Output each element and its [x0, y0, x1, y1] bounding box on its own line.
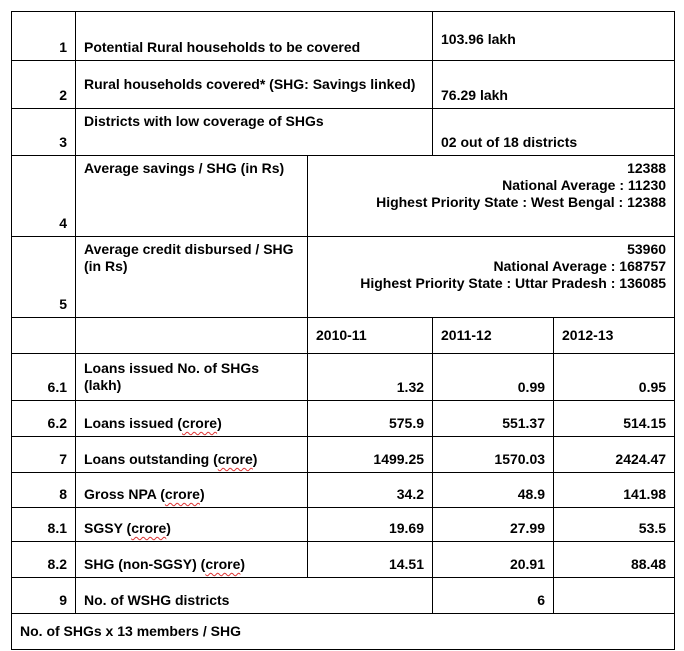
table-row [12, 401, 675, 437]
row-number: 3 [12, 109, 76, 156]
row-label: Gross NPA (crore) [76, 473, 308, 508]
value-2012-13: 514.15 [554, 401, 675, 437]
highest-priority-state: Highest Priority State : Uttar Pradesh : 136085 [360, 275, 667, 291]
shg-data-table [11, 11, 675, 650]
wshg-districts-value: 6 [433, 578, 554, 614]
row-value: 02 out of 18 districts [433, 109, 675, 156]
value-2010-11: 1499.25 [308, 437, 433, 473]
value-2010-11: 575.9 [308, 401, 433, 437]
row-number: 8.2 [12, 542, 76, 578]
average-savings-value: 12388 [627, 160, 667, 176]
row-number: 8.1 [12, 508, 76, 542]
table-row [12, 61, 675, 109]
average-credit-details [308, 237, 675, 318]
row-value: 103.96 lakh [433, 12, 675, 61]
row-number: 9 [12, 578, 76, 614]
national-average: National Average : 11230 [502, 177, 667, 193]
row-label: Loans issued (crore) [76, 401, 308, 437]
table-row [12, 437, 675, 473]
highest-priority-state: Highest Priority State : West Bengal : 12388 [376, 194, 667, 210]
row-value: 76.29 lakh [433, 61, 675, 109]
year-header: 2010-11 [308, 318, 433, 354]
value-2012-13: 2424.47 [554, 437, 675, 473]
footer-note: No. of SHGs x 13 members / SHG [12, 614, 675, 650]
value-2010-11: 1.32 [308, 354, 433, 401]
value-2012-13: 53.5 [554, 508, 675, 542]
table-row [12, 542, 675, 578]
value-2011-12: 20.91 [433, 542, 554, 578]
national-average: National Average : 168757 [493, 258, 667, 274]
row-label: Loans issued No. of SHGs (lakh) [76, 354, 308, 401]
table-row [12, 156, 675, 237]
average-credit-value: 53960 [627, 241, 667, 257]
value-2012-13: 141.98 [554, 473, 675, 508]
row-number: 5 [12, 237, 76, 318]
row-label: No. of WSHG districts [76, 578, 433, 614]
value-2011-12: 27.99 [433, 508, 554, 542]
row-label: Potential Rural households to be covered [76, 12, 433, 61]
row-number: 7 [12, 437, 76, 473]
year-header: 2011-12 [433, 318, 554, 354]
row-number: 6.1 [12, 354, 76, 401]
table-row [12, 578, 675, 614]
row-label: SGSY (crore) [76, 508, 308, 542]
value-2012-13: 0.95 [554, 354, 675, 401]
table-row [12, 508, 675, 542]
row-label: Rural households covered* (SHG: Savings linked) [76, 61, 433, 109]
row-label: Districts with low coverage of SHGs [76, 109, 433, 156]
table-row [12, 109, 675, 156]
average-savings-details [308, 156, 675, 237]
row-label: Average savings / SHG (in Rs) [76, 156, 308, 237]
empty-cell [76, 318, 308, 354]
year-header-row [12, 318, 675, 354]
value-2011-12: 1570.03 [433, 437, 554, 473]
row-label: SHG (non-SGSY) (crore) [76, 542, 308, 578]
table-row [12, 12, 675, 61]
value-2010-11: 34.2 [308, 473, 433, 508]
table-row [12, 237, 675, 318]
row-label: Loans outstanding (crore) [76, 437, 308, 473]
empty-cell [12, 318, 76, 354]
row-number: 8 [12, 473, 76, 508]
row-number: 2 [12, 61, 76, 109]
empty-cell [554, 578, 675, 614]
footer-row [12, 614, 675, 650]
value-2011-12: 551.37 [433, 401, 554, 437]
row-number: 6.2 [12, 401, 76, 437]
row-number: 1 [12, 12, 76, 61]
year-header: 2012-13 [554, 318, 675, 354]
value-2011-12: 48.9 [433, 473, 554, 508]
row-label: Average credit disbursed / SHG (in Rs) [76, 237, 308, 318]
value-2010-11: 19.69 [308, 508, 433, 542]
value-2011-12: 0.99 [433, 354, 554, 401]
value-2010-11: 14.51 [308, 542, 433, 578]
table-row [12, 473, 675, 508]
table-row [12, 354, 675, 401]
row-number: 4 [12, 156, 76, 237]
value-2012-13: 88.48 [554, 542, 675, 578]
